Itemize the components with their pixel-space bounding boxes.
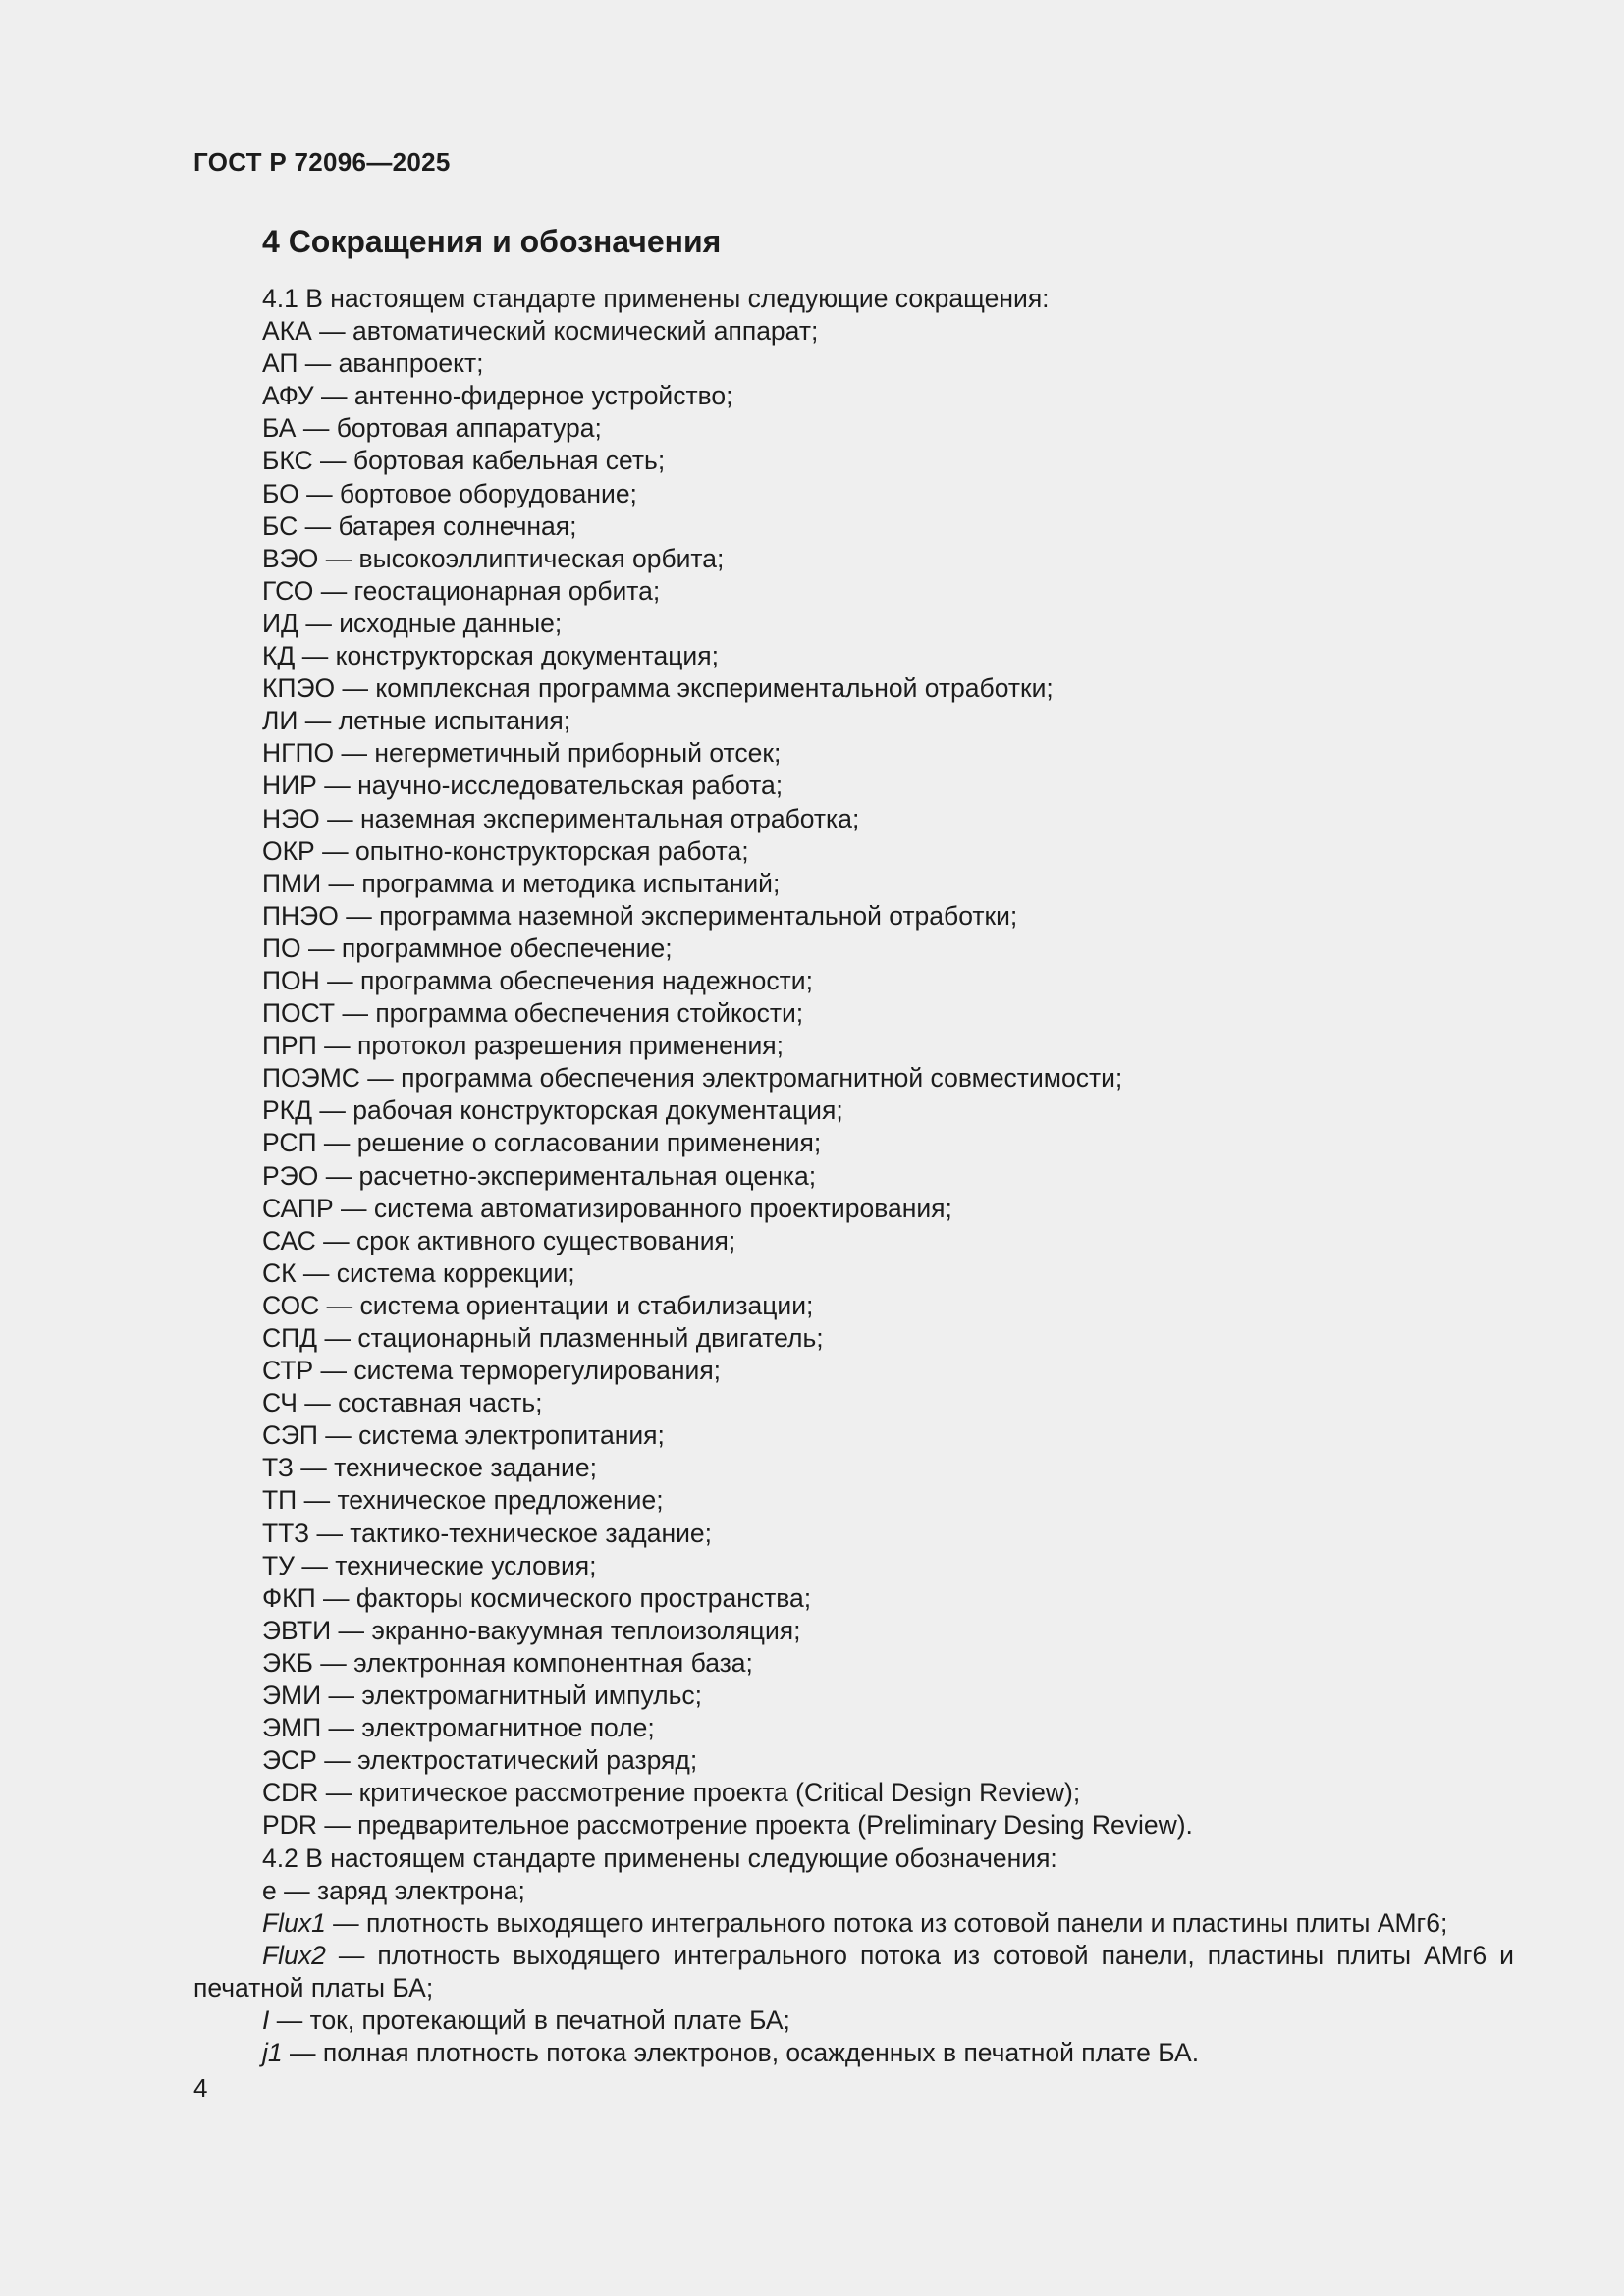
designation-item <box>193 1940 1514 2004</box>
abbreviation-item: СПД — стационарный плазменный двигатель; <box>262 1323 824 1353</box>
designation-text: — ток, протекающий в печатной плате БА; <box>269 2004 790 2035</box>
abbreviation-item: РСП — решение о согласовании применения; <box>262 1128 822 1158</box>
abbreviation-item: ПО — программное обеспечение; <box>262 933 673 963</box>
abbreviation-item: ГСО — геостационарная орбита; <box>262 575 661 606</box>
abbreviation-item: СЭП — система электропитания; <box>262 1420 665 1451</box>
designation-symbol: j1 <box>262 2038 283 2068</box>
abbreviation-item: ЭСР — электростатический разряд; <box>262 1745 698 1776</box>
abbreviation-item: PDR — предварительное рассмотрение проекта (Preliminary Desing Review). <box>262 1810 1193 1841</box>
designation-symbol: Flux2 <box>262 1940 326 1970</box>
abbreviation-item: ТП — техническое предложение; <box>262 1485 664 1516</box>
designation-item <box>193 2004 1514 2037</box>
abbreviation-item: БА — бортовая аппаратура; <box>262 413 602 444</box>
abbreviation-item: КД — конструкторская документация; <box>262 641 719 671</box>
abbreviations-intro: 4.1 В настоящем стандарте применены следующие сокращения: <box>262 284 1050 313</box>
abbreviation-item: КПЭО — комплексная программа экспериментальной отработки; <box>262 673 1054 704</box>
abbreviation-item: ПОСТ — программа обеспечения стойкости; <box>262 998 804 1029</box>
abbreviation-item: АФУ — антенно-фидерное устройство; <box>262 381 733 411</box>
page-number: 4 <box>193 2073 208 2103</box>
abbreviation-item: ПОЭМС — программа обеспечения электромагнитной совместимости; <box>262 1063 1123 1094</box>
abbreviation-item: ФКП — факторы космического пространства; <box>262 1582 812 1613</box>
abbreviation-item: БО — бортовое оборудование; <box>262 478 637 508</box>
abbreviation-item: ПНЭО — программа наземной экспериментальной отработки; <box>262 900 1018 931</box>
abbreviation-item: СЧ — составная часть; <box>262 1388 543 1418</box>
abbreviation-item: НИР — научно-исследовательская работа; <box>262 771 784 801</box>
abbreviation-item: ПМИ — программа и методика испытаний; <box>262 868 781 898</box>
abbreviation-item: ИД — исходные данные; <box>262 608 563 638</box>
abbreviation-item: СК — система коррекции; <box>262 1257 575 1288</box>
abbreviation-item: ЭКБ — электронная компонентная база; <box>262 1647 753 1678</box>
designation-symbol: Flux1 <box>262 1907 326 1938</box>
abbreviation-item: ЭМП — электромагнитное поле; <box>262 1713 655 1743</box>
designation-item <box>193 2037 1514 2069</box>
designations-intro: 4.2 В настоящем стандарте применены следующие обозначения: <box>262 1842 1057 1873</box>
abbreviation-item: БКС — бортовая кабельная сеть; <box>262 446 666 476</box>
designations-list <box>193 1875 1514 2070</box>
designation-text: е — заряд электрона; <box>262 1875 525 1905</box>
abbreviation-item: СТР — система терморегулирования; <box>262 1356 722 1386</box>
abbreviation-item: ВЭО — высокоэллиптическая орбита; <box>262 543 725 573</box>
abbreviation-item: ПРП — протокол разрешения применения; <box>262 1031 785 1061</box>
designation-item <box>193 1907 1514 1940</box>
abbreviation-item: РЭО — расчетно-экспериментальная оценка; <box>262 1160 817 1191</box>
section-body <box>193 283 1514 2069</box>
abbreviation-item: СОС — система ориентации и стабилизации; <box>262 1290 814 1320</box>
abbreviation-item: БС — батарея солнечная; <box>262 510 577 541</box>
designation-text: — полная плотность потока электронов, осажденных в печатной плате БА. <box>282 2038 1200 2068</box>
abbreviation-item: САС — срок активного существования; <box>262 1225 736 1255</box>
designation-item <box>193 1875 1514 1907</box>
abbreviation-item: НЭО — наземная экспериментальная отработка; <box>262 803 860 833</box>
abbreviation-item: НГПО — негерметичный приборный отсек; <box>262 738 782 769</box>
abbreviation-item: ПОН — программа обеспечения надежности; <box>262 965 813 995</box>
abbreviation-item: ЭМИ — электромагнитный импульс; <box>262 1681 703 1711</box>
abbreviation-item: САПР — система автоматизированного проектирования; <box>262 1193 952 1223</box>
section-heading: 4 Сокращения и обозначения <box>262 224 722 259</box>
abbreviation-item: ЭВТИ — экранно-вакуумная теплоизоляция; <box>262 1615 801 1645</box>
abbreviation-item: АП — аванпроект; <box>262 348 484 379</box>
abbreviation-item: ЛИ — летные испытания; <box>262 706 571 736</box>
designation-symbol: I <box>262 2004 270 2035</box>
abbreviation-item: ТУ — технические условия; <box>262 1550 597 1580</box>
abbreviation-item: ОКР — опытно-конструкторская работа; <box>262 835 749 866</box>
abbreviation-item: РКД — рабочая конструкторская документация; <box>262 1095 843 1126</box>
abbreviation-item: АКА — автоматический космический аппарат; <box>262 316 819 347</box>
abbreviations-list <box>193 315 1514 1842</box>
abbreviation-item: ТТЗ — тактико-техническое задание; <box>262 1518 713 1548</box>
designation-text: — плотность выходящего интегрального потока из сотовой панели и пластины плиты АМг6; <box>325 1907 1448 1938</box>
document-header: ГОСТ Р 72096—2025 <box>193 147 451 177</box>
abbreviation-item: CDR — критическое рассмотрение проекта (Critical Design Review); <box>262 1778 1081 1808</box>
designation-text: — плотность выходящего интегрального потока из сотовой панели, пластины плиты АМг6 и печатной платы БА; <box>193 1940 1514 2002</box>
abbreviation-item: ТЗ — техническое задание; <box>262 1453 597 1483</box>
